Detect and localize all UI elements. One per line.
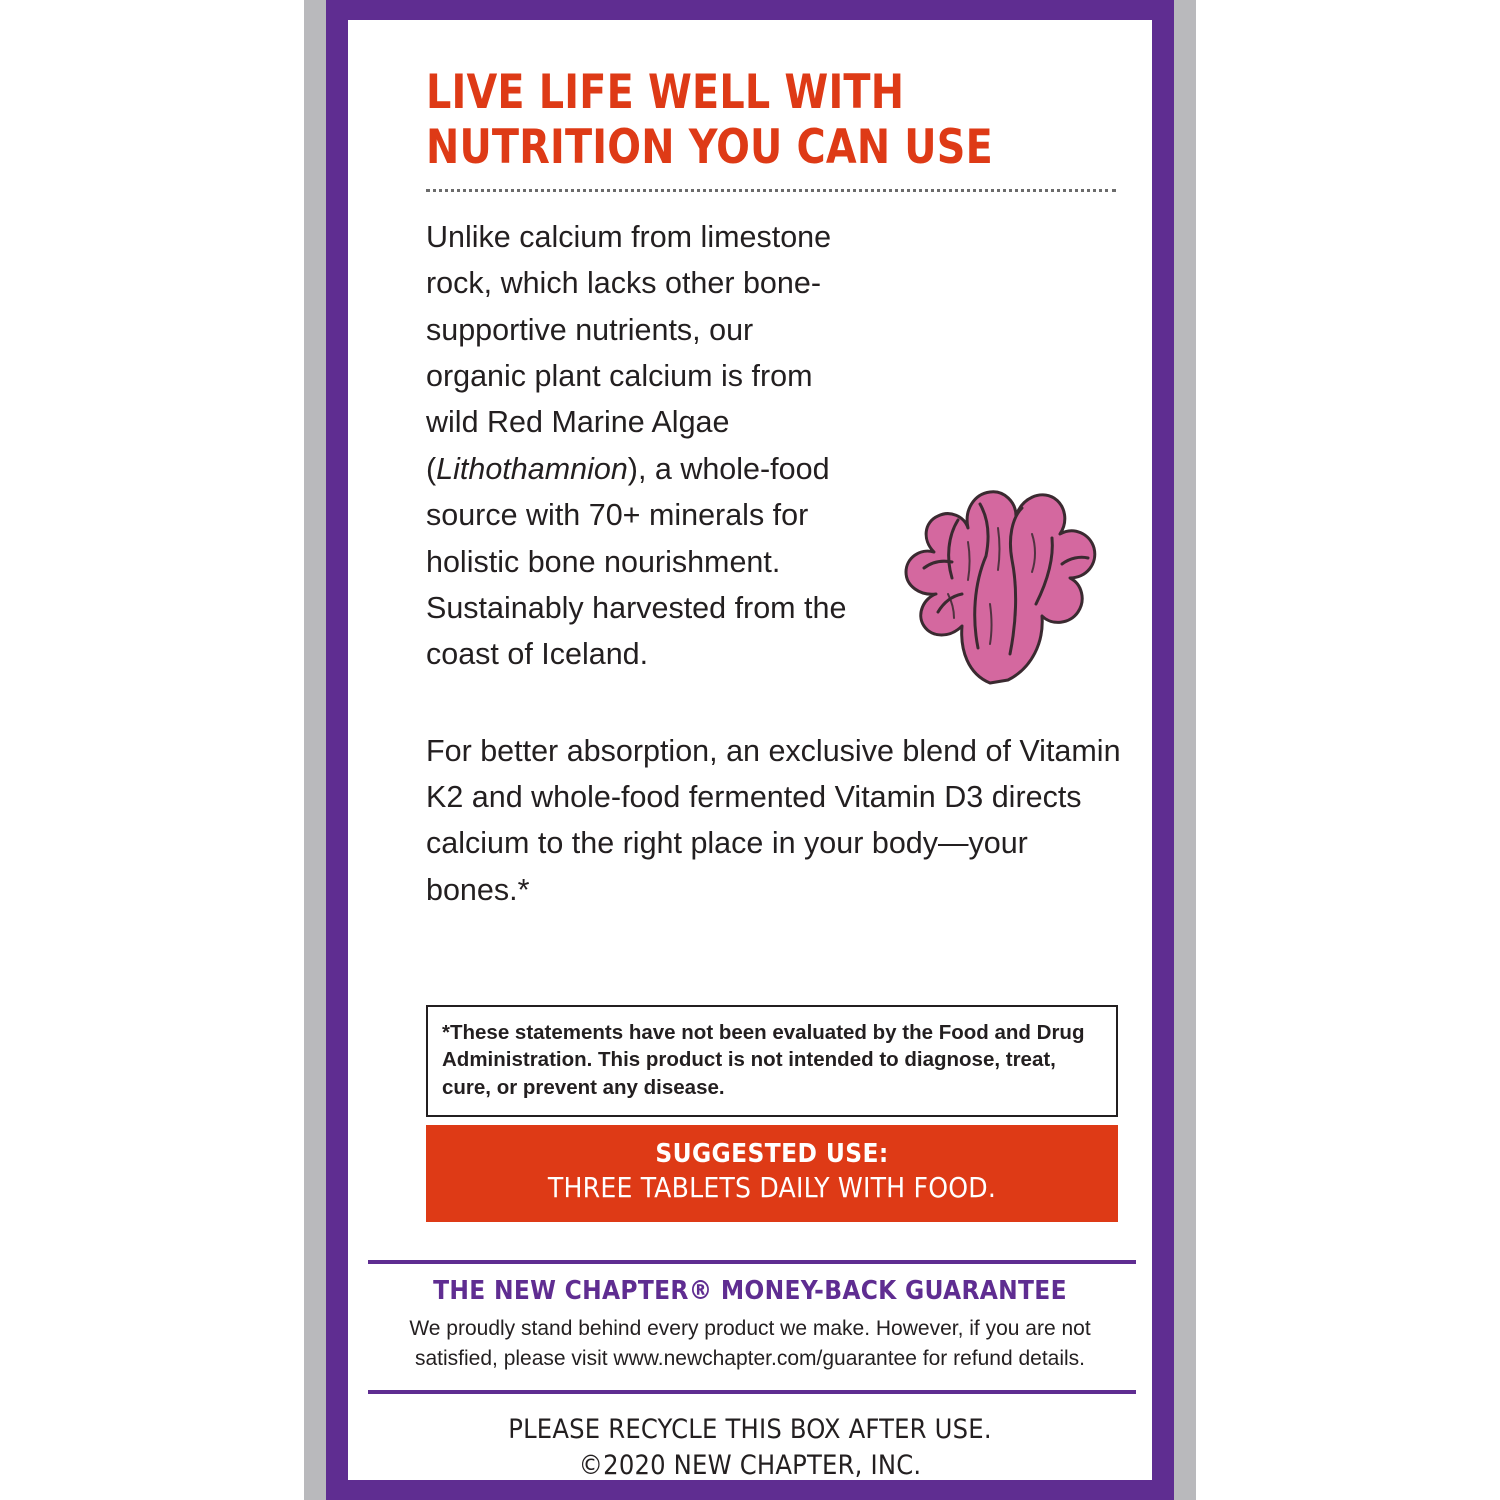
suggested-use-title: SUGGESTED USE: bbox=[655, 1139, 889, 1169]
money-back-guarantee bbox=[388, 1276, 1112, 1374]
paragraph-absorption: For better absorption, an exclusive blend of Vitamin K2 and whole-food fermented Vitamin D3 directs calcium to the right place in your body—your bones.* bbox=[426, 733, 1121, 907]
dotted-divider bbox=[426, 189, 1116, 192]
guarantee-body: We proudly stand behind every product we make. However, if you are not satisfied, please visit www.newchapter.com/guarantee for refund details. bbox=[409, 1317, 1091, 1370]
recycle-notice: PLEASE RECYCLE THIS BOX AFTER USE. bbox=[508, 1414, 992, 1445]
suggested-use-detail: THREE TABLETS DAILY WITH FOOD. bbox=[547, 1171, 997, 1204]
paragraph-algae-source-part1: Unlike calcium from limestone rock, which lacks other bone-supportive nutrients, our organic plant calcium is from wild Red Marine Algae ( bbox=[426, 220, 832, 486]
fda-disclaimer-box: *These statements have not been evaluated by the Food and Drug Administration. This product is not intended to diagnose, treat, cure, or prevent any disease. bbox=[426, 1005, 1118, 1117]
footer-block bbox=[388, 1412, 1112, 1483]
copyright-notice: ©2020 NEW CHAPTER, INC. bbox=[578, 1449, 922, 1481]
divider-below-guarantee bbox=[368, 1390, 1136, 1394]
panel-content-area bbox=[348, 20, 1152, 1480]
guarantee-title: THE NEW CHAPTER® MONEY-BACK GUARANTEE bbox=[433, 1276, 1067, 1306]
genus-name-lithothamnion: Lithothamnion bbox=[436, 451, 628, 486]
page-title: LIVE LIFE WELL WITH NUTRITION YOU CAN USE bbox=[426, 65, 993, 175]
red-marine-algae-icon bbox=[840, 398, 1140, 688]
suggested-use-banner bbox=[426, 1125, 1118, 1222]
paragraph-algae-source bbox=[426, 214, 856, 678]
divider-above-guarantee bbox=[368, 1260, 1136, 1264]
paragraph-algae-source-part2: ), a whole-food source with 70+ minerals for holistic bone nourishment. Sustainably harvested from the coast of Iceland. bbox=[426, 451, 847, 672]
purple-border-frame bbox=[326, 0, 1174, 1500]
